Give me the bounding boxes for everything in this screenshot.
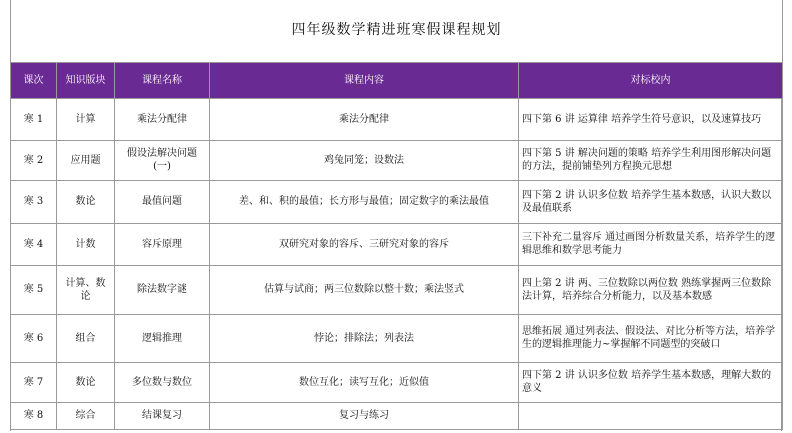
header-lesson: 课次 [11, 62, 57, 98]
table-title: 四年级数学精进班寒假课程规划 [11, 0, 783, 62]
cell-lesson: 寒 1 [11, 98, 57, 140]
cell-lesson: 寒 3 [11, 180, 57, 223]
title-row [11, 0, 783, 62]
cell-name: 假设法解决问题(一) [115, 140, 210, 180]
header-row [11, 62, 783, 98]
cell-school: 四下第 2 讲 认识多位数 培养学生基本数感，认识大数以及最值联系 [519, 180, 783, 223]
cell-school: 思维拓展 通过列表法、假设法、对比分析等方法，培养学生的逻辑推理能力~掌握解不同题型的突破口 [519, 314, 783, 362]
cell-content: 双研究对象的容斥、三研究对象的容斥 [210, 223, 519, 265]
table-row [11, 265, 783, 314]
cell-module: 计算、数论 [57, 265, 115, 314]
cell-school: 四下第 2 讲 认识多位数 培养学生基本数感，理解大数的意义 [519, 362, 783, 402]
header-name: 课程名称 [115, 62, 210, 98]
cell-lesson: 寒 8 [11, 402, 57, 429]
cell-name: 最值问题 [115, 180, 210, 223]
header-school: 对标校内 [519, 62, 783, 98]
cell-module: 计数 [57, 223, 115, 265]
cell-content: 悖论；排除法；列表法 [210, 314, 519, 362]
cell-lesson: 寒 5 [11, 265, 57, 314]
cell-lesson: 寒 2 [11, 140, 57, 180]
table-row [11, 314, 783, 362]
table-row [11, 140, 783, 180]
table-row [11, 98, 783, 140]
cell-module: 综合 [57, 402, 115, 429]
cell-module: 应用题 [57, 140, 115, 180]
cell-module: 组合 [57, 314, 115, 362]
cell-content: 估算与试商；两三位数除以整十数；乘法竖式 [210, 265, 519, 314]
header-content: 课程内容 [210, 62, 519, 98]
cell-school: 四上第 2 讲 两、三位数除以两位数 熟练掌握两三位数除法计算，培养综合分析能力，以及基本数感 [519, 265, 783, 314]
table-row [11, 223, 783, 265]
header-module: 知识版块 [57, 62, 115, 98]
cell-name: 容斥原理 [115, 223, 210, 265]
cell-content: 数位互化；读写互化；近似值 [210, 362, 519, 402]
cell-module: 数论 [57, 362, 115, 402]
cell-school [519, 402, 783, 429]
cell-content: 复习与练习 [210, 402, 519, 429]
cell-name: 结课复习 [115, 402, 210, 429]
cell-name: 多位数与数位 [115, 362, 210, 402]
cell-lesson: 寒 6 [11, 314, 57, 362]
cell-module: 计算 [57, 98, 115, 140]
cell-module: 数论 [57, 180, 115, 223]
course-plan-table [10, 0, 783, 430]
cell-name: 逻辑推理 [115, 314, 210, 362]
cell-content: 鸡兔同笼；设数法 [210, 140, 519, 180]
cell-content: 乘法分配律 [210, 98, 519, 140]
cell-school: 四下第 5 讲 解决问题的策略 培养学生利用图形解决问题的方法，提前铺垫列方程换元思想 [519, 140, 783, 180]
cell-lesson: 寒 7 [11, 362, 57, 402]
cell-name: 除法数字谜 [115, 265, 210, 314]
table-row [11, 180, 783, 223]
cell-school: 三下补充二量容斥 通过画图分析数量关系，培养学生的逻辑思维和数学思考能力 [519, 223, 783, 265]
cell-school: 四下第 6 讲 运算律 培养学生符号意识，以及速算技巧 [519, 98, 783, 140]
cell-content: 差、和、积的最值；长方形与最值；固定数字的乘法最值 [210, 180, 519, 223]
cell-name: 乘法分配律 [115, 98, 210, 140]
table-row [11, 402, 783, 429]
cell-lesson: 寒 4 [11, 223, 57, 265]
table-row [11, 362, 783, 402]
